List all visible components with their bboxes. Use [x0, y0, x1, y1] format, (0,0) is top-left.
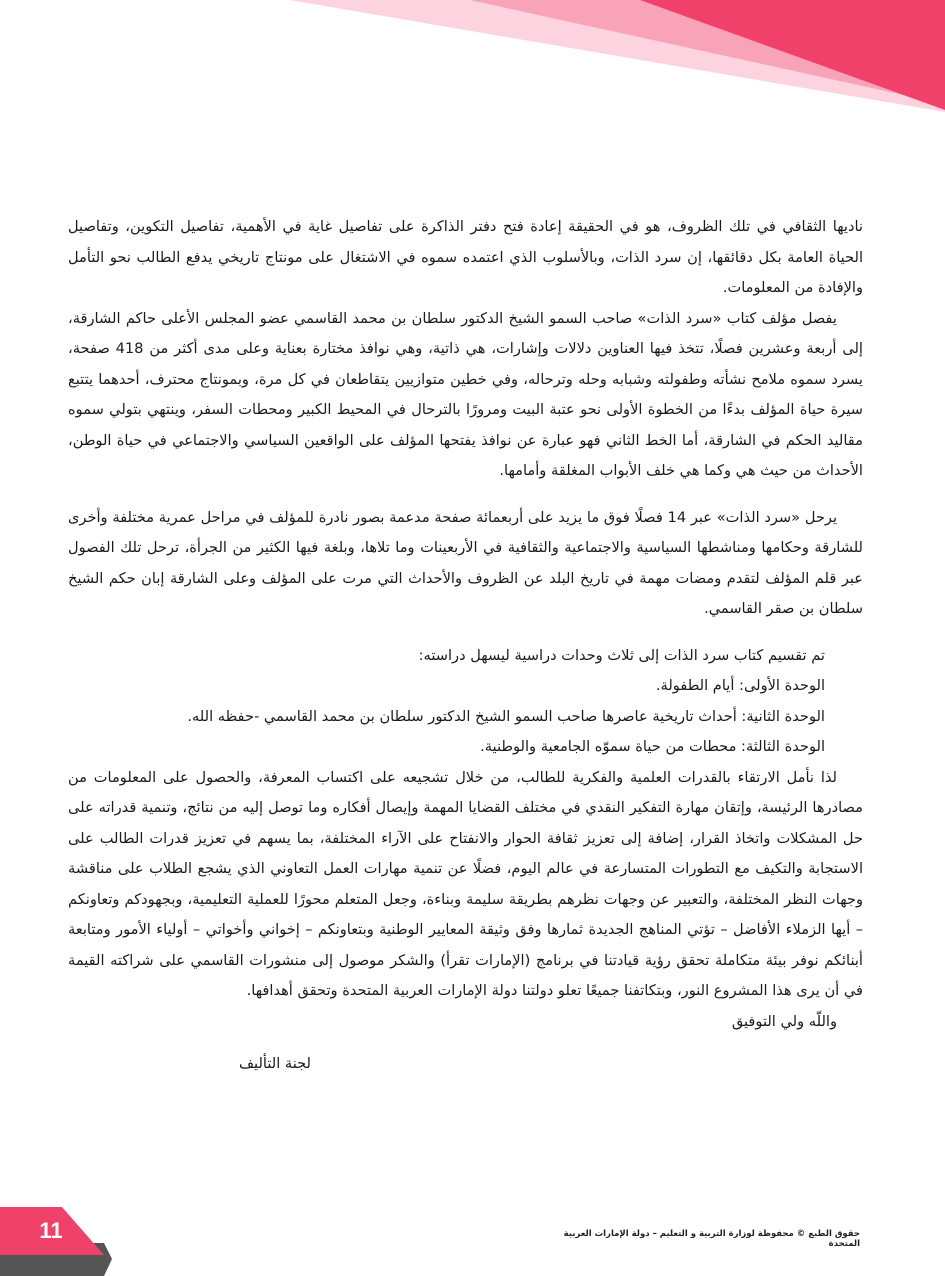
units-intro: تم تقسيم كتاب سرد الذات إلى ثلاث وحدات دراسية ليسهل دراسته:: [418, 646, 825, 664]
paragraph-book-description: يفصل مؤلف كتاب «سرد الذات» صاحب السمو الشيخ الدكتور سلطان بن محمد القاسمي عضو المجلس الأعلى حاكم الشارقة، إلى أربعة وعشرين فصلًا، تتخذ فيها العناوين دلالات وإشارات، هي ذاتية، وهي نوافذ مختارة بعناية وعلى مدى أكثر من 418 صفحة، يسرد سموه ملامح نشأته وطفولته وشبابه وحله وترحاله، وفي خطين متوازيين يتقاطعان في كل مرة، وبمونتاج محترف، أحدهما يتتبع سيرة حياة المؤلف بدءًا من الخطوة الأولى نحو عتبة البيت ومرورًا بالترحال في المحيط الكبير ومحطات السفر، وينتهي بتولي سموه مقاليد الحكم في الشارقة، أما الخط الثاني فهو عبارة عن نوافذ يفتحها المؤلف على الواقعين السياسي والاجتماعي في حياة الوطن، الأحداث من حيث هي وكما هي خلف الأبواب المغلقة وأمامها.: [68, 309, 863, 479]
header-decoration: [0, 0, 945, 160]
unit-1: الوحدة الأولى: أيام الطفولة.: [655, 677, 825, 694]
unit-2: الوحدة الثانية: أحداث تاريخية عاصرها صاحب السمو الشيخ الدكتور سلطان بن محمد القاسمي -حفظه الله.: [187, 707, 825, 725]
main-text: [68, 212, 863, 1080]
paragraph-intro-continuation: ناديها الثقافي في تلك الظروف، هو في الحقيقة إعادة فتح دفتر الذاكرة على تفاصيل غاية في الأهمية، تفاصيل التكوين، وتفاصيل الحياة العامة بكل دقائقها، إن سرد الذات، وبالأسلوب الذي اعتمده سموه في الاشتغال على مونتاج تاريخي يدفع الطالب نحو التأمل والإفادة من المعلومات.: [68, 218, 863, 296]
paragraph-book-journey: يرحل «سرد الذات» عبر 14 فصلًا فوق ما يزيد على أربعمائة صفحة مدعمة بصور نادرة للمؤلف في مراحل عمرية مختلفة وأخرى للشارقة وحكامها ومناشطها السياسية والاجتماعية والثقافية في الأربعينات وما تلاها، وبلغة فيها الكثير من الجرأة، ترحل تلك الفصول عبر قلم المؤلف لتقدم ومضات مهمة في تاريخ البلد عن الظروف والأحداث التي مرت على المؤلف وعلى الشارقة إبان حكم الشيخ سلطان بن صقر القاسمي.: [68, 508, 863, 617]
unit-3: الوحدة الثالثة: محطات من حياة سموّه الجامعية والوطنية.: [480, 738, 825, 755]
paragraph-closing: لذا نأمل الارتقاء بالقدرات العلمية والفكرية للطالب، من خلال تشجيعه على اكتساب المعرفة، والحصول على المعلومات من مصادرها الرئيسة، وإتقان مهارة التفكير النقدي في مختلف القضايا المهمة وإيصال أفكاره وما توصل إليه من نتائج، وتنمية قدراته على حل المشكلات واتخاذ القرار، إضافة إلى تعزيز ثقافة الحوار والانفتاح على الآراء المختلفة، بما يسهم في تعزيز قدرات الطالب على الاستجابة والتكيف مع التطورات المتسارعة في عالم اليوم، فضلًا عن تنمية مهارات العمل التعاوني الذي يشجع الطلاب على مناقشة وجهات النظر المختلفة، والتعبير عن وجهات نظرهم بطريقة سليمة وبناءة، وجعل المتعلم محورًا للعملية التعليمية، وبجهودكم وتعاونكم – أيها الزملاء الأفاضل – تؤتي المناهج الجديدة ثمارها وفق وثيقة المعايير الوطنية وبتعاونكم – إخواني وأخواتي – أولياء الأمور ومتابعة أبنائكم نوفر بيئة متكاملة تحقق رؤية قيادتنا في برنامج (الإمارات تقرأ) والشكر موصول إلى منشورات القاسمي على شراكته القيمة في أن يرى هذا المشروع النور، وبتكاتفنا جميعًا تعلو دولتنا دولة الإمارات العربية المتحدة وتحقق أهدافها.: [68, 768, 863, 999]
closing-wish: واللّه ولي التوفيق: [731, 1012, 837, 1030]
copyright-notice: حقوق الطبع © محفوظة لوزارة التربية و التعليم – دولة الإمارات العربية المتحدة: [563, 1229, 860, 1249]
page-number: 11: [39, 1218, 63, 1243]
signature: لجنة التأليف: [238, 1055, 311, 1072]
